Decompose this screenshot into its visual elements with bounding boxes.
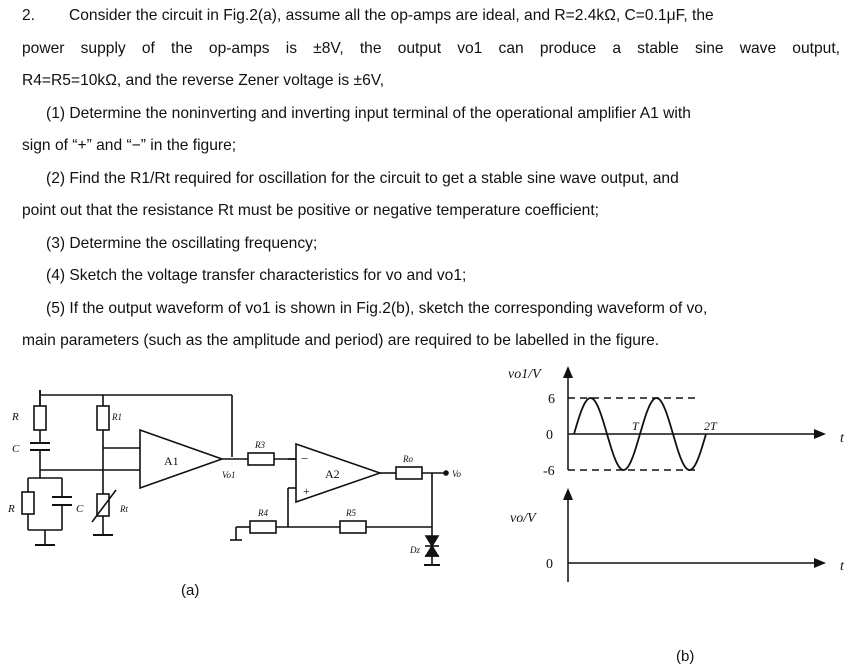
- label-2T: 2T: [704, 419, 717, 433]
- caption-b: (b): [676, 648, 695, 665]
- tick-0-bottom: 0: [546, 557, 553, 572]
- problem-line-1: 2. Consider the circuit in Fig.2(a), assume all the op-amps are ideal, and R=2.4kΩ, C=0.1μF, the: [22, 7, 714, 24]
- resistor-r-top: [34, 406, 46, 430]
- part-2-line-b: point out that the resistance Rt must be positive or negative temperature coefficient;: [22, 202, 599, 219]
- caption-a: (a): [181, 582, 200, 599]
- part-5-line-b: main parameters (such as the amplitude and period) are required to be labelled in the figure.: [22, 332, 660, 349]
- label-c-bottom: C: [76, 503, 84, 515]
- problem-line-2: power supply of the op-amps is ±8V, the output vo1 can produce a stable sine wave output,: [22, 39, 840, 57]
- part-3: (3) Determine the oscillating frequency;: [46, 234, 318, 252]
- resistor-r3: [248, 453, 274, 465]
- label-T: T: [632, 419, 639, 433]
- waveform-plot: [500, 355, 850, 605]
- label-dz: Dz: [410, 545, 421, 555]
- resistor-r1: [97, 406, 109, 430]
- label-r1: R1: [112, 412, 122, 422]
- resistor-ro: [396, 467, 422, 479]
- resistor-r-bottom: [22, 492, 34, 514]
- part-5-line-a: (5) If the output waveform of vo1 is shown in Fig.2(b), sketch the corresponding waveform of vo,: [46, 299, 708, 317]
- label-a1: A1: [164, 454, 179, 468]
- label-vo1-axis: vo1/V: [508, 367, 541, 382]
- resistor-r5: [340, 521, 366, 533]
- label-ro: Ro: [403, 454, 413, 464]
- circuit-diagram: [0, 360, 480, 610]
- label-r-top: R: [12, 411, 19, 423]
- label-r4: R4: [258, 508, 268, 518]
- label-a2: A2: [325, 467, 340, 481]
- label-r5: R5: [346, 508, 356, 518]
- label-plus: +: [303, 484, 310, 498]
- resistor-r4: [250, 521, 276, 533]
- op-amp-a1: [140, 430, 222, 488]
- label-vo: Vo: [452, 469, 461, 479]
- part-4: (4) Sketch the voltage transfer characteristics for vo and vo1;: [46, 267, 467, 284]
- label-c: C: [12, 443, 20, 455]
- problem-line-3: R4=R5=10kΩ, and the reverse Zener voltage is ±6V,: [22, 72, 385, 89]
- label-r3: R3: [255, 440, 265, 450]
- part-1-line-a: (1) Determine the noninverting and inverting input terminal of the operational amplifier A1 with: [46, 104, 691, 122]
- label-t-top: t: [840, 431, 844, 446]
- part-1-line-b: sign of “+” and “−” in the figure;: [22, 137, 237, 154]
- tick-6: 6: [548, 392, 555, 407]
- tick-neg6: -6: [543, 464, 555, 479]
- label-t-bottom: t: [840, 559, 844, 574]
- label-r-bottom: R: [8, 503, 15, 515]
- label-vo1: Vo1: [222, 470, 236, 480]
- problem-text: [22, 0, 840, 358]
- label-minus: −: [301, 451, 309, 466]
- tick-0: 0: [546, 428, 553, 443]
- part-2-line-a: (2) Find the R1/Rt required for oscillation for the circuit to get a stable sine wave output, and: [46, 169, 679, 187]
- label-rt: Rt: [120, 504, 128, 514]
- label-vo-axis: vo/V: [510, 511, 536, 526]
